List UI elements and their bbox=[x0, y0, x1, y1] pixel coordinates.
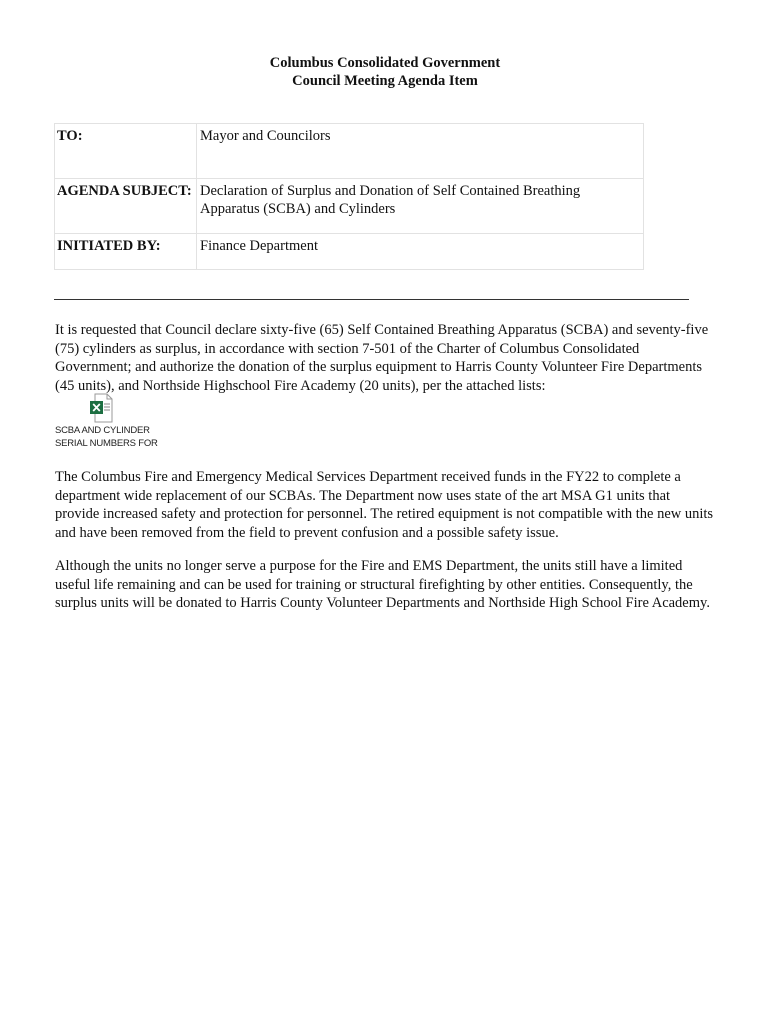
agenda-info-table bbox=[54, 123, 644, 270]
excel-file-icon[interactable] bbox=[89, 393, 113, 423]
agenda-subject-value: Declaration of Surplus and Donation of Self Contained Breathing Apparatus (SCBA) and Cylinders bbox=[197, 179, 644, 234]
attachment-caption bbox=[55, 425, 158, 450]
table-row-agenda-subject bbox=[55, 179, 644, 234]
document-header bbox=[0, 54, 770, 90]
to-value: Mayor and Councilors bbox=[197, 124, 644, 179]
justification-paragraph: Although the units no longer serve a purpose for the Fire and EMS Department, the units still have a limited useful life remaining and can be used for training or structural firefighting by other entities. Consequently, the surplus units will be donated to Harris County Volunteer Departments and Northside High School Fire Academy. bbox=[55, 558, 710, 611]
initiated-by-label: INITIATED BY: bbox=[55, 234, 197, 270]
request-paragraph: It is requested that Council declare sixty-five (65) Self Contained Breathing Apparatus (SCBA) and seventy-five (75) cylinders as surplus, in accordance with section 7-501 of the Charter of Columbus Consolidated Government; and authorize the donation of the surplus equipment to Harris County Volunteer Fire Departments (45 units), and Northside Highschool Fire Academy (20 units), per the attached lists: bbox=[55, 322, 709, 394]
attachment-caption-line1: SCBA AND CYLINDER bbox=[55, 425, 150, 436]
table-row-initiated-by bbox=[55, 234, 644, 270]
to-label: TO: bbox=[55, 124, 197, 179]
header-organization: Columbus Consolidated Government bbox=[269, 55, 501, 71]
initiated-by-value: Finance Department bbox=[197, 234, 644, 270]
header-document-type: Council Meeting Agenda Item bbox=[292, 73, 478, 89]
background-paragraph: The Columbus Fire and Emergency Medical Services Department received funds in the FY22 to complete a department wide replacement of our SCBAs. The Department now uses state of the art MSA G1 units that provide increased safety and protection for personnel. The retired equipment is not compatible with the new units and have been removed from the field to prevent confusion and a possible safety issue. bbox=[55, 469, 714, 541]
horizontal-divider bbox=[54, 299, 689, 300]
attachment-caption-line2: SERIAL NUMBERS FOR bbox=[55, 437, 158, 449]
agenda-subject-label: AGENDA SUBJECT: bbox=[55, 179, 197, 234]
table-row-to bbox=[55, 124, 644, 179]
